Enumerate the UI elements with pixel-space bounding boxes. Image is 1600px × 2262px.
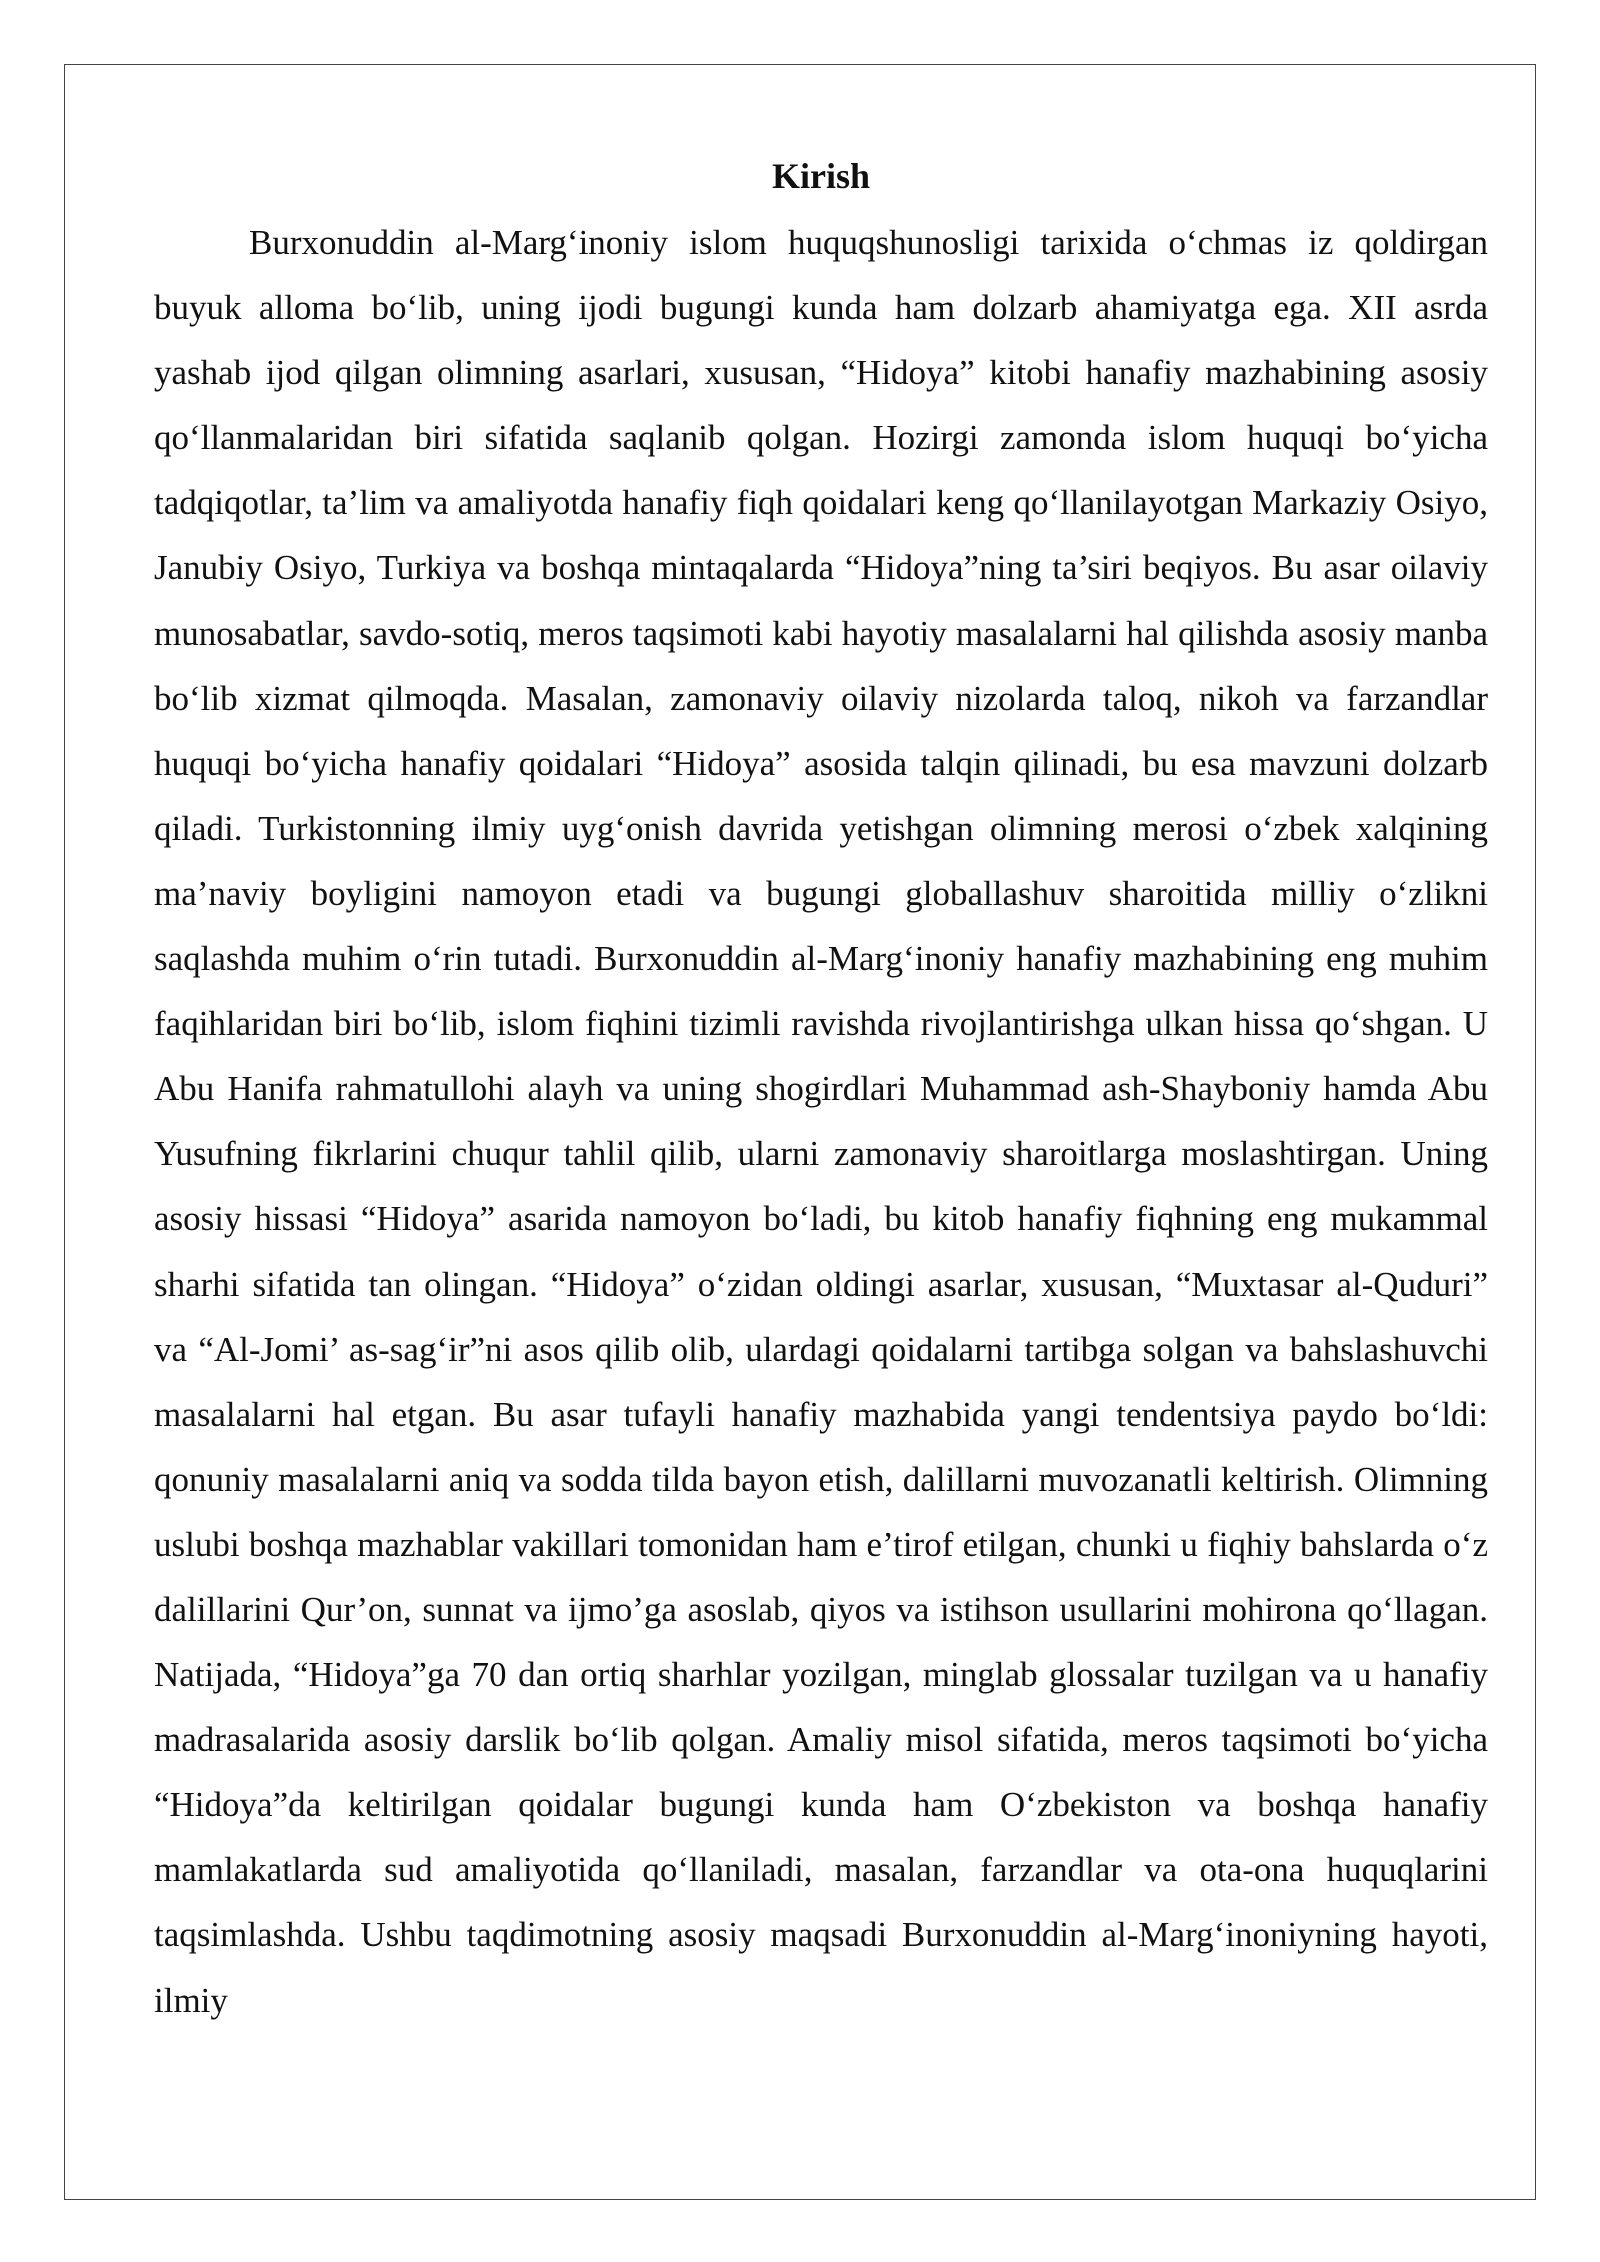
body-paragraph: Burxonuddin al-Marg‘inoniy islom huquqshunosligi tarixida o‘chmas iz qoldirgan buyuk alloma bo‘lib, uning ijodi bugungi kunda ham dolzarb ahamiyatga ega. XII asrda yashab ijod qilgan olimning asarlari, xususan, “Hidoya” kitobi hanafiy mazhabining asosiy qo‘llanmalaridan biri sifatida saqlanib qolgan. Hozirgi zamonda islom huquqi bo‘yicha tadqiqotlar, ta’lim va amaliyotda hanafiy fiqh qoidalari keng qo‘llanilayotgan Markaziy Osiyo, Janubiy Osiyo, Turkiya va boshqa mintaqalarda “Hidoya”ning ta’siri beqiyos. Bu asar oilaviy munosabatlar, savdo-sotiq, meros taqsimoti kabi hayotiy masalalarni hal qilishda asosiy manba bo‘lib xizmat qilmoqda. Masalan, zamonaviy oilaviy nizolarda taloq, nikoh va farzandlar huquqi bo‘yicha hanafiy qoidalari “Hidoya” asosida talqin qilinadi, bu esa mavzuni dolzarb qiladi. Turkistonning ilmiy uyg‘onish davrida yetishgan olimning merosi o‘zbek xalqining ma’naviy boyligini namoyon etadi va bugungi globallashuv sharoitida milliy o‘zlikni saqlashda muhim o‘rin tutadi. Burxonuddin al-Marg‘inoniy hanafiy mazhabining eng muhim faqihlaridan biri bo‘lib, islom fiqhini tizimli ravishda rivojlantirishga ulkan hissa qo‘shgan. U Abu Hanifa rahmatullohi alayh va uning shogirdlari Muhammad ash-Shayboniy hamda Abu Yusufning fikrlarini chuqur tahlil qilib, ularni zamonaviy sharoitlarga moslashtirgan. Uning asosiy hissasi “Hidoya” asarida namoyon bo‘ladi, bu kitob hanafiy fiqhning eng mukammal sharhi sifatida tan olingan. “Hidoya” o‘zidan oldingi asarlar, xususan, “Muxtasar al-Quduri” va “Al-Jomi’ as-sag‘ir”ni asos qilib olib, ulardagi qoidalarni tartibga solgan va bahslashuvchi masalalarni hal etgan. Bu asar tufayli hanafiy mazhabida yangi tendentsiya paydo bo‘ldi: qonuniy masalalarni aniq va sodda tilda bayon etish, dalillarni muvozanatli keltirish. Olimning uslubi boshqa mazhablar vakillari tomonidan ham e’tirof etilgan, chunki u fiqhiy bahslarda o‘z dalillarini Qur’on, sunnat va ijmo’ga asoslab, qiyos va istihson usullarini mohirona qo‘llagan. Natijada, “Hidoya”ga 70 dan ortiq sharhlar yozilgan, minglab glossalar tuzilgan va u hanafiy madrasalarida asosiy darslik bo‘lib qolgan. Amaliy misol sifatida, meros taqsimoti bo‘yicha “Hidoya”da keltirilgan qoidalar bugungi kunda ham O‘zbekiston va boshqa hanafiy mamlakatlarda sud amaliyotida qo‘llaniladi, masalan, farzandlar va ota-ona huquqlarini taqsimlashda. Ushbu taqdimotning asosiy maqsadi Burxonuddin al-Marg‘inoniyning hayoti, ilmiy — [154, 223, 1488, 2020]
section-title: Kirish — [771, 156, 870, 196]
document-body — [154, 148, 1488, 2033]
